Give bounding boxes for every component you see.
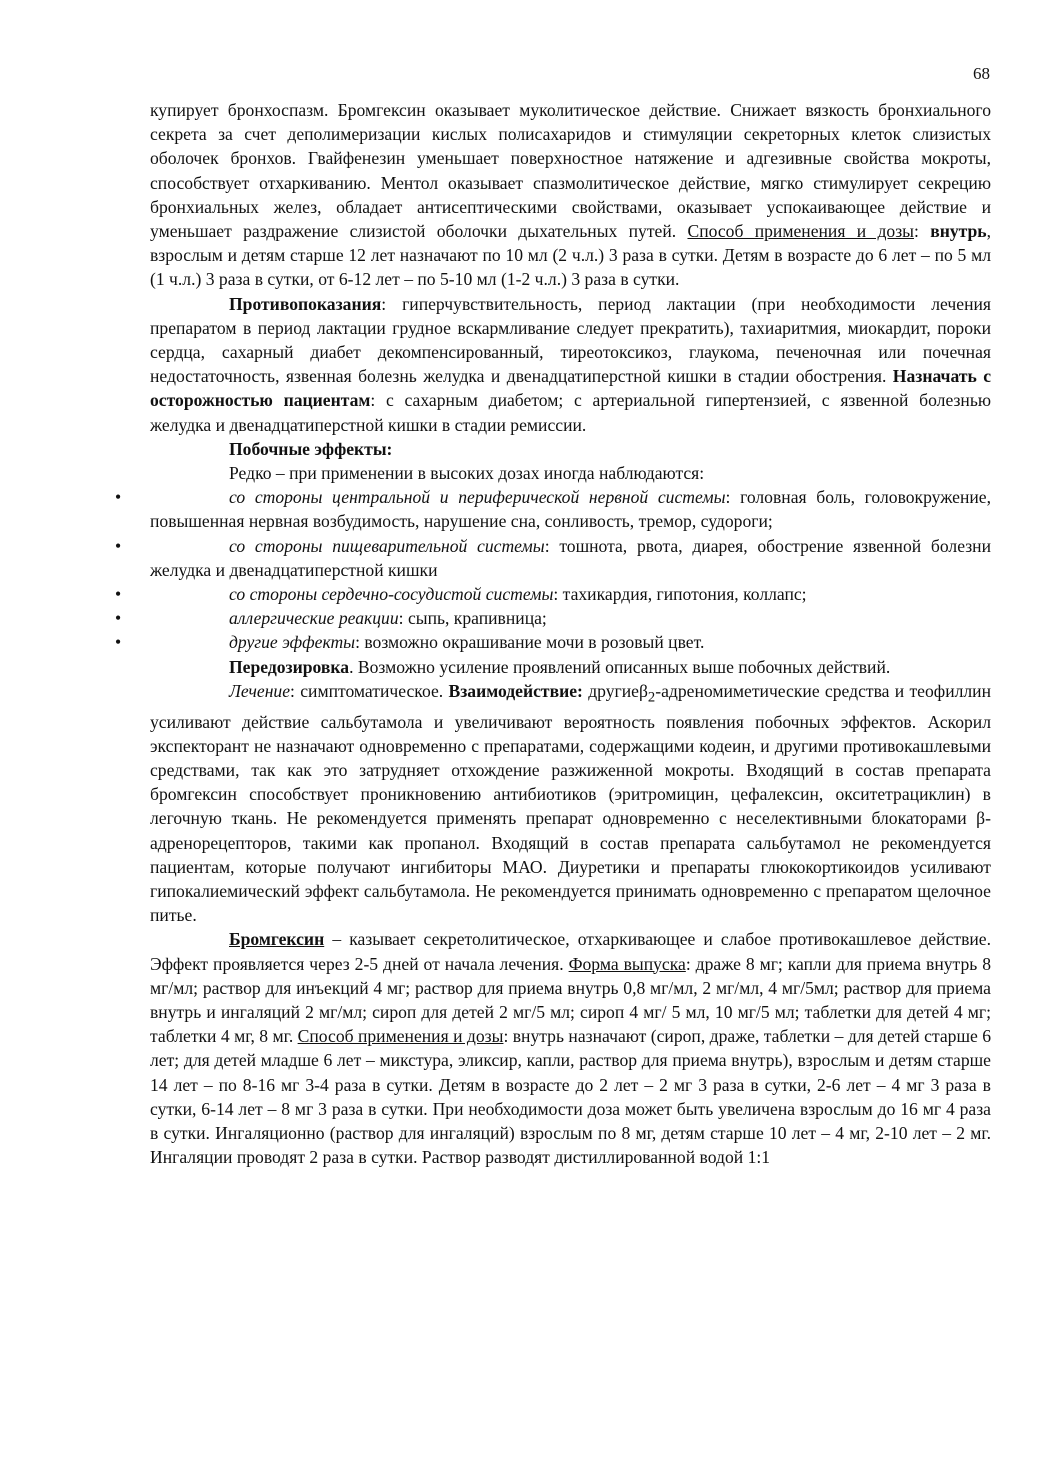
side-effect-text: : тахикардия, гипотония, коллапс; — [553, 584, 807, 605]
page-body — [150, 98, 991, 1169]
paragraph-overdose — [150, 655, 991, 679]
side-effect-item — [150, 606, 991, 630]
overdose-heading: Передозировка — [229, 656, 350, 677]
paragraph-text: другиеβ — [582, 680, 648, 701]
side-effects-intro: Редко – при применении в высоких дозах иногда наблюдаются: — [229, 463, 705, 484]
side-effect-system: со стороны сердечно-сосудистой системы — [229, 584, 554, 605]
paragraph-text: : — [914, 221, 931, 242]
side-effect-item — [150, 485, 991, 533]
side-effect-item — [150, 582, 991, 606]
paragraph-bromhexine — [150, 927, 991, 1169]
side-effect-system: другие эффекты — [229, 632, 356, 653]
treatment-label: Лечение — [229, 680, 291, 701]
paragraph-text: . Возможно усиление проявлений описанных выше побочных действий. — [349, 656, 891, 677]
interaction-heading: Взаимодействие: — [448, 680, 583, 701]
side-effect-item — [150, 534, 991, 582]
dose-heading: Способ применения и дозы — [297, 1026, 504, 1047]
route-oral: внутрь — [930, 221, 987, 242]
drug-name-heading: Бромгексин — [229, 929, 325, 950]
side-effect-item — [150, 630, 991, 654]
caution-heading: Назначать с осторожностью пациентам — [150, 366, 992, 411]
side-effect-text: : тошнота, рвота, диарея, обострение язвенной болезни желудка и двенадцатиперстной кишки — [150, 535, 991, 580]
contraindications-heading: Противопоказания — [229, 293, 382, 314]
paragraph-text: -адреномиметические средства и теофиллин усиливают действие сальбутамола и увеличивают вероятность появления побочных эффектов. Аскорил экспекторант не назначают одновременно с препаратами, содержащими кодеин, и другими противокашлевыми средствами, так как это затрудняет отхождение разжиженной мокроты. Входящий в состав препарата бромгексин способствует проникновению антибиотиков (эритромицин, цефалексин, окситетрациклин) в легочную ткань. Не рекомендуется применять препарат одновременно с неселективными блокаторами β-адренорецепторов, такими как пропанол. Входящий в состав препарата сальбутамол не рекомендуется пациентам, которые получают ингибиторы МАО. Диуретики и препараты глюкокортикоидов усиливают гипокалиемический эффект сальбутамола. Не рекомендуется принимать одновременно с препаратом щелочное питье. — [150, 680, 991, 926]
page-number: 68 — [973, 64, 990, 83]
side-effects-heading: Побочные эффекты: — [229, 438, 393, 459]
side-effect-text: : головная боль, головокружение, повышенная нервная возбудимость, нарушение сна, сонливость, тремор, судороги; — [150, 487, 991, 532]
dose-heading: Способ применения и дозы — [687, 221, 914, 242]
paragraph-text: : внутрь назначают (сироп, драже, таблетки – для детей старше 6 лет; для детей младше 6 лет – микстура, эликсир, капли, раствор для приема внутрь), взрослым и детям старше 14 лет – по 8-16 мг 3-4 раза в сутки. Детям в возрасте до 2 лет – 2 мг 3 раза в сутки, 2-6 лет – 4 мг 3 раза в сутки, 6-14 лет – 8 мг 3 раза в сутки. При необходимости доза может быть увеличена взрослым до 16 мг 4 раза в сутки. Ингаляционно (раствор для ингаляций) взрослым по 8 мг, детям старше 10 лет – 4 мг, 2-10 лет – 2 мг. Ингаляции проводят 2 раза в сутки. Раствор разводят дистиллированной водой 1:1 — [150, 1026, 992, 1168]
paragraph-contraindications — [150, 292, 991, 437]
side-effect-system: аллергические реакции — [229, 608, 399, 629]
side-effect-system: со стороны центральной и периферической нервной системы — [229, 487, 726, 508]
paragraph-text: – казывает секретолитическое, отхаркивающее и слабое противокашлевое действие. Эффект проявляется через 2-5 дней от начала лечения. — [150, 929, 991, 974]
paragraph-text: , взрослым и детям старше 12 лет назначают по 10 мл (2 ч.л.) 3 раза в сутки. Детям в возрасте до 6 лет – по 5 мл (1 ч.л.) 3 раза в сутки, от 6-12 лет – по 5-10 мл (1-2 ч.л.) 3 раза в сутки. — [150, 221, 991, 290]
side-effect-system: со стороны пищеварительной системы — [229, 535, 545, 556]
paragraph-text: : драже 8 мг; капли для приема внутрь 8 мг/мл; раствор для инъекций 4 мг; раствор для приема внутрь 0,8 мг/мл, 2 мг/мл, 4 мг/5мл; раствор для приема внутрь и ингаляций 2 мг/мл; сироп для детей 2 мг/5 мл; сироп 4 мг/ 5 мл, 10 мг/5 мл; таблетки для детей 4 мг; таблетки 4 мг, 8 мг. — [150, 953, 992, 1047]
side-effect-text: : возможно окрашивание мочи в розовый цвет. — [355, 632, 705, 653]
paragraph-text: : гиперчувствительность, период лактации (при необходимости лечения препаратом в период лактации грудное вскармливание следует прекратить), тахиаритмия, миокардит, пороки сердца, сахарный диабет декомпенсированный, тиреотоксикоз, глаукома, печеночная или почечная недостаточность, язвенная болезнь желудка и двенадцатиперстной кишки в стадии обострения. — [150, 293, 991, 387]
subscript: 2 — [647, 689, 656, 706]
paragraph-treatment-interactions — [150, 679, 991, 928]
form-heading: Форма выпуска — [568, 953, 686, 974]
paragraph-text: : с сахарным диабетом; с артериальной гипертензией, с язвенной болезнью желудка и двенадцатиперстной кишки в стадии ремиссии. — [150, 390, 991, 435]
paragraph-mechanism — [150, 98, 991, 292]
paragraph-text: : симптоматическое. — [290, 680, 449, 701]
paragraph-text: купирует бронхоспазм. Бромгексин оказывает муколитическое действие. Снижает вязкость бронхиального секрета за счет деполимеризации кислых полисахаридов и стимуляции секреторных клеток слизистых оболочек бронхов. Гвайфенезин уменьшает поверхностное натяжение и адгезивные свойства мокроты, способствует отхаркиванию. Ментол оказывает спазмолитическое действие, мягко стимулирует секрецию бронхиальных желез, обладает антисептическими свойствами, оказывает успокаивающее действие и уменьшает раздражение слизистой оболочки дыхательных путей. — [150, 100, 991, 242]
side-effect-text: : сыпь, крапивница; — [398, 608, 547, 629]
